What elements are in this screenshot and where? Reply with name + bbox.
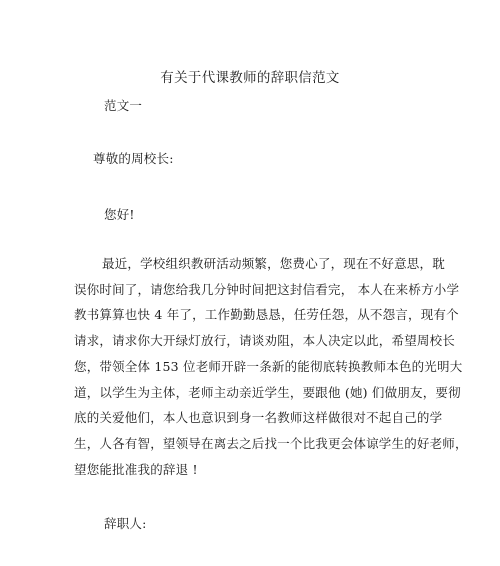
body-line: 道，以学生为主体，老师主动亲近学生，要跟他 (她) 们做朋友，要彻 (74, 384, 461, 400)
signature-label: 辞职人: (104, 516, 147, 531)
section-label: 范文一 (104, 98, 143, 113)
body-line: 教书算算也快 4 年了，工作勤勤恳恳，任劳任怨，从不怨言，现有个 (74, 307, 459, 323)
body-line: 最近，学校组织教研活动频繁，您费心了，现在不好意思，耽 (102, 256, 445, 271)
salutation: 尊敬的周校长: (93, 151, 174, 166)
document-title: 有关于代课教师的辞职信范文 (160, 70, 340, 86)
body-line: 您，带领全体 153 位老师开辟一条新的能彻底转换教师本色的光明大 (74, 358, 463, 374)
body-line: 底的关爱他们，本人也意识到身一名教师这样做很对不起自己的学 (74, 410, 443, 426)
body-line: 望您能批准我的辞退 ! (74, 461, 198, 477)
greeting: 您好! (104, 207, 135, 222)
body-line: 生，人各有智，望领导在离去之后找一个比我更会体谅学生的好老师， (74, 435, 468, 451)
body-line: 误你时间了，请您给我几分钟时间把这封信看完， 本人在来桥方小学 (74, 281, 460, 297)
body-line: 请求，请求你大开绿灯放行，请谈劝阻，本人决定以此，希望周校长 (74, 333, 456, 349)
body-paragraph (74, 251, 474, 482)
